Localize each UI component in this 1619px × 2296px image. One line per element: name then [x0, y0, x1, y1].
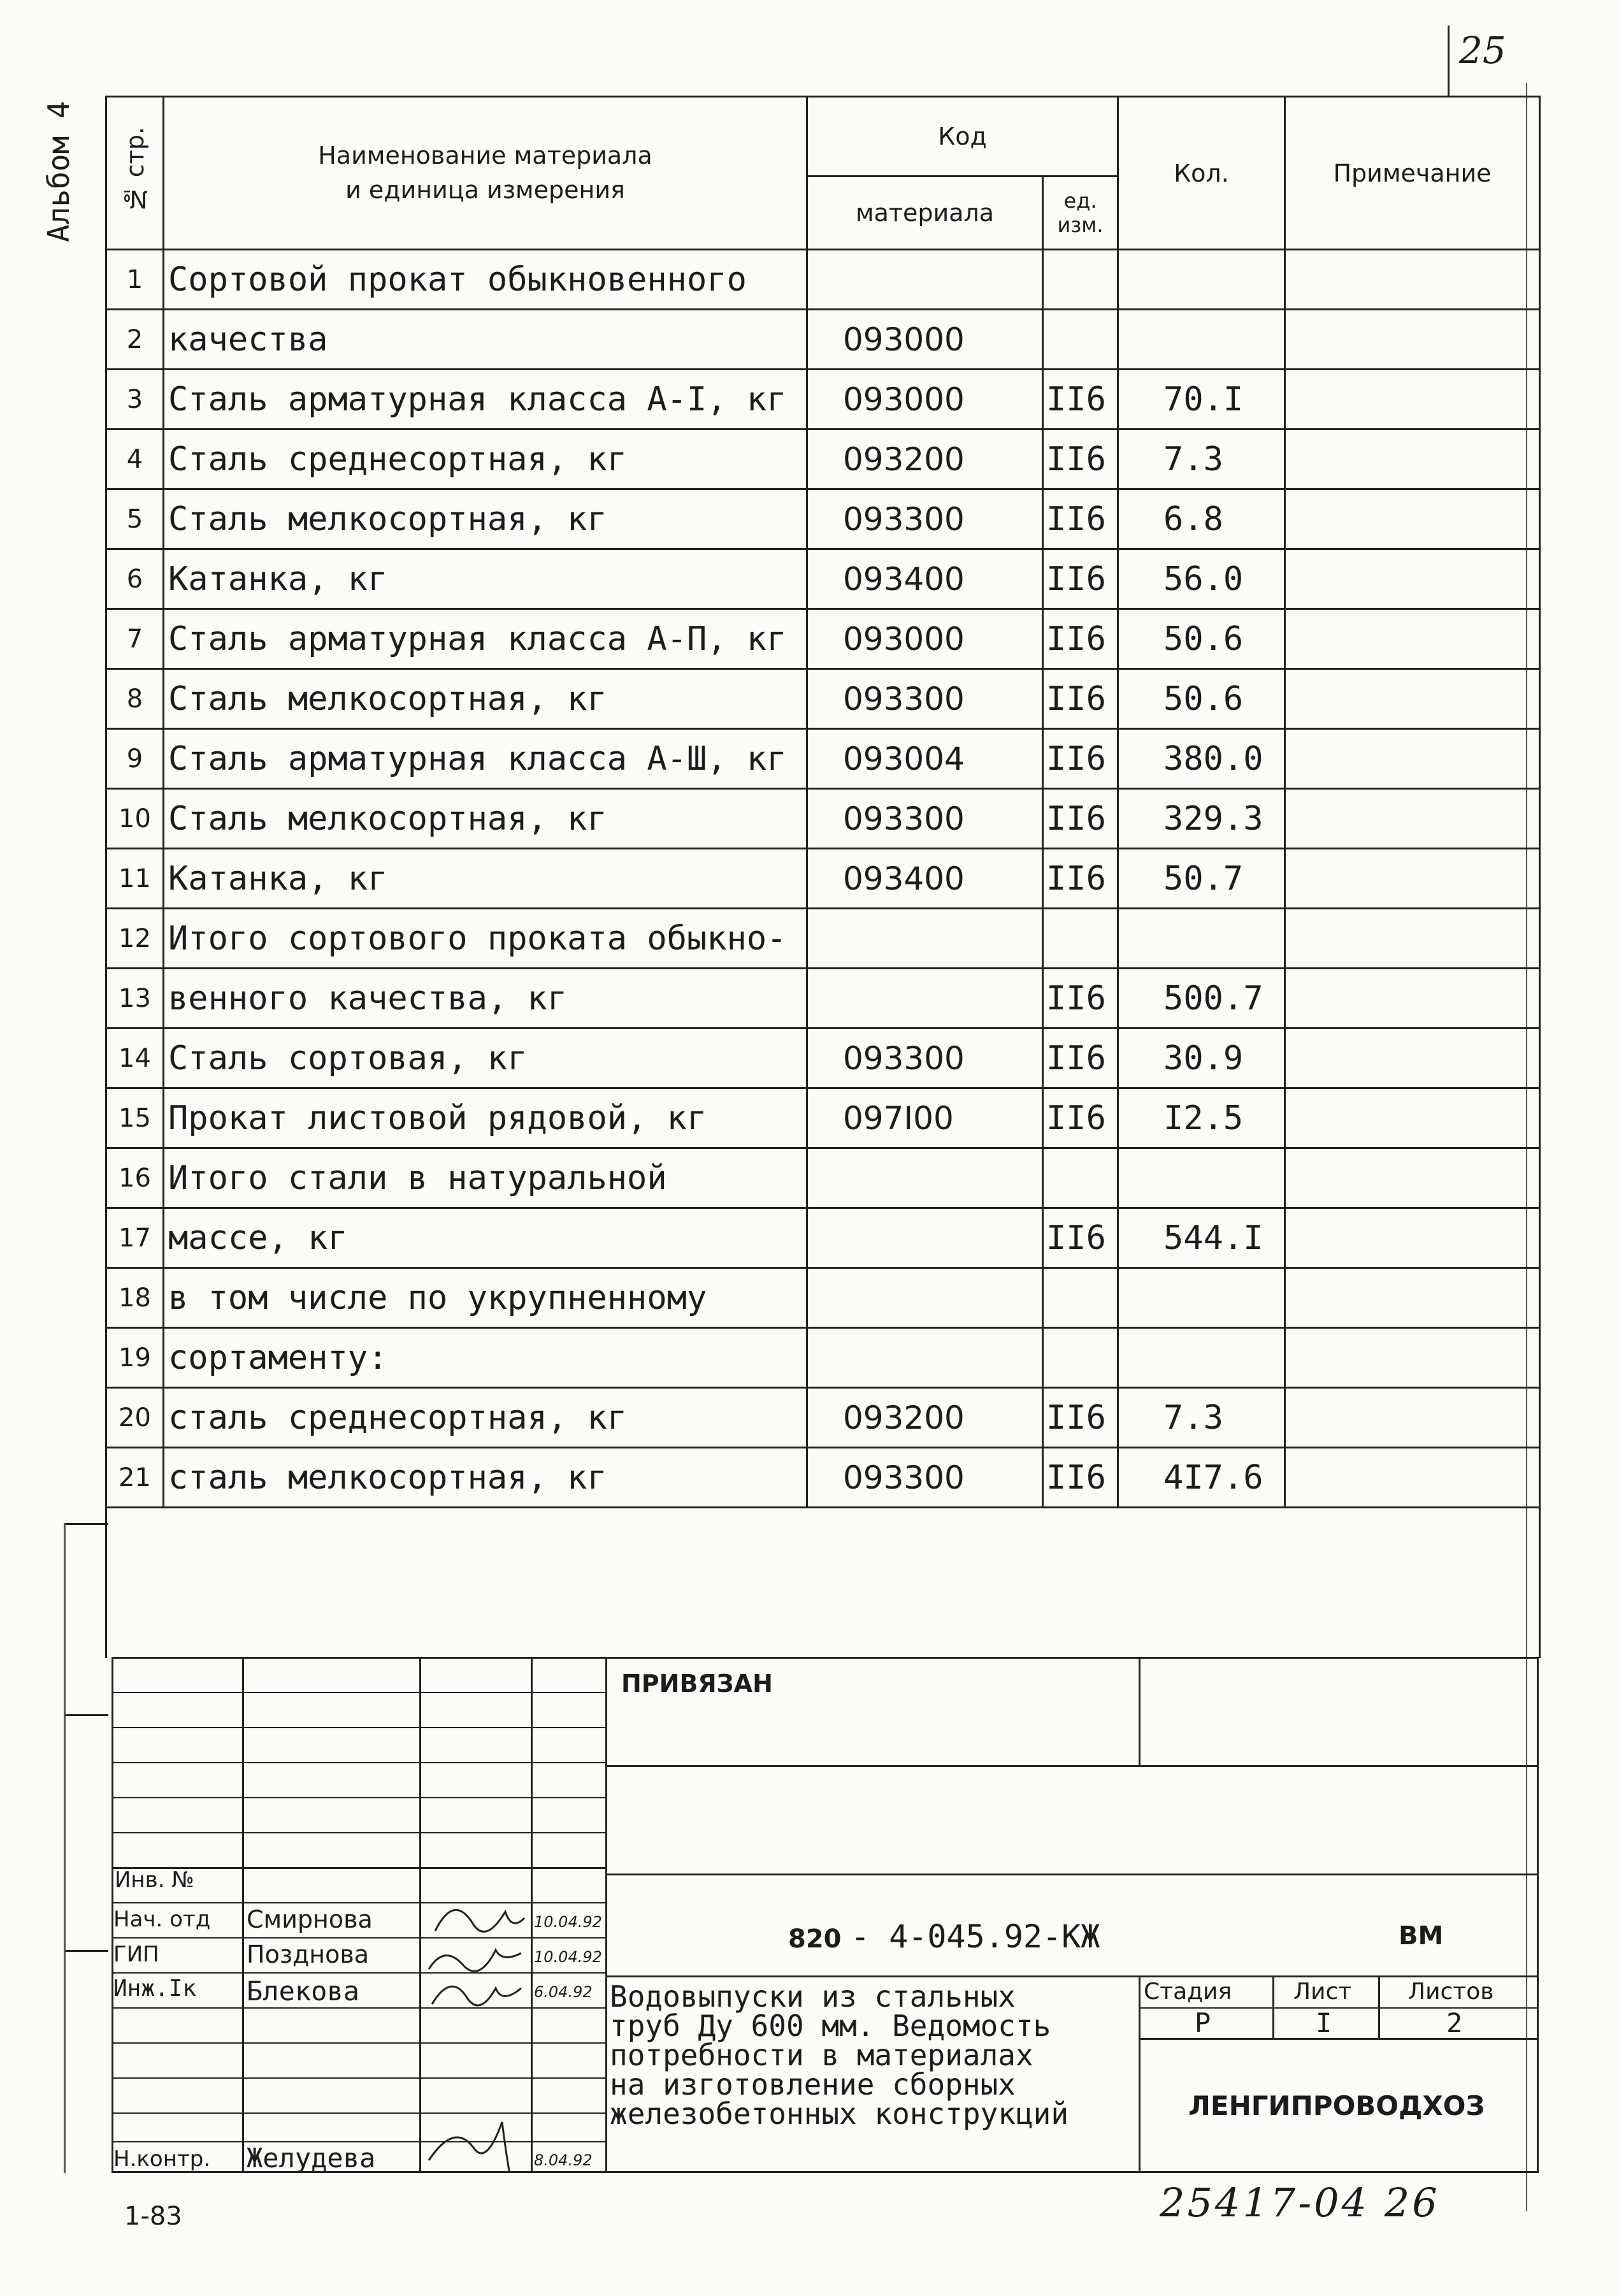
- table-body: [106, 250, 1540, 1508]
- unit-code: II6: [1043, 669, 1118, 729]
- material-name: Сортовой прокат обыкновенного: [164, 250, 807, 310]
- header-row-no: № стр.: [106, 97, 164, 250]
- quantity: [1118, 1328, 1285, 1388]
- note: [1285, 1148, 1540, 1208]
- table-row: [106, 1029, 1540, 1088]
- unit-code: II6: [1043, 370, 1118, 430]
- material-code: 093300: [807, 1448, 1043, 1508]
- row-number: 12: [106, 909, 164, 969]
- signer-role: Нач. отд: [113, 1907, 211, 1932]
- table-row: [106, 489, 1540, 549]
- note: [1285, 909, 1540, 969]
- row-number: 18: [106, 1268, 164, 1328]
- header-qty: Кол.: [1118, 97, 1285, 250]
- material-code: 093300: [807, 1029, 1043, 1088]
- table-row: [106, 1328, 1540, 1388]
- row-number: 14: [106, 1029, 164, 1088]
- header-code: Код: [807, 97, 1118, 177]
- table-row: [106, 969, 1540, 1029]
- material-name: Сталь арматурная класса А-Ш, кг: [164, 729, 807, 789]
- row-number: 7: [106, 609, 164, 669]
- material-name: качества: [164, 310, 807, 370]
- material-name: Сталь мелкосортная, кг: [164, 789, 807, 849]
- table-row: [106, 1388, 1540, 1448]
- table-blank-area: [106, 1508, 1540, 1659]
- table-row: [106, 1268, 1540, 1328]
- quantity: 50.6: [1118, 669, 1285, 729]
- material-code: [807, 1268, 1043, 1328]
- margin-tick: [64, 1714, 108, 1716]
- row-number: 9: [106, 729, 164, 789]
- header-name: Наименование материала и единица измерения: [164, 97, 807, 250]
- quantity: 30.9: [1118, 1029, 1285, 1088]
- header-code-unit: ед. изм.: [1043, 177, 1118, 250]
- signer-date: 10.04.92: [534, 1913, 602, 1931]
- margin-tick: [64, 1523, 108, 1525]
- material-name: Катанка, кг: [164, 849, 807, 909]
- row-number: 19: [106, 1328, 164, 1388]
- signer-name: Позднова: [247, 1940, 370, 1968]
- material-code: [807, 1208, 1043, 1268]
- note: [1285, 1328, 1540, 1388]
- footer-left: 1-83: [124, 2202, 182, 2231]
- quantity: [1118, 1268, 1285, 1328]
- signer-date: 6.04.92: [534, 1983, 593, 2001]
- signer-role: Н.контр.: [113, 2146, 211, 2172]
- unit-code: II6: [1043, 1388, 1118, 1448]
- quantity: 70.I: [1118, 370, 1285, 430]
- signer-date: 8.04.92: [534, 2151, 593, 2169]
- signer-date: 10.04.92: [534, 1948, 602, 1966]
- quantity: 56.0: [1118, 549, 1285, 609]
- quantity: 544.I: [1118, 1208, 1285, 1268]
- signer-role: Инж.Iк: [113, 1975, 197, 2002]
- unit-code: II6: [1043, 1088, 1118, 1148]
- note: [1285, 789, 1540, 849]
- note: [1285, 669, 1540, 729]
- note: [1285, 250, 1540, 310]
- row-number: 4: [106, 430, 164, 489]
- table-row: [106, 430, 1540, 489]
- table-row: [106, 909, 1540, 969]
- table-row: [106, 1448, 1540, 1508]
- footer-right: 25417-04 26: [1160, 2179, 1440, 2226]
- material-name: венного качества, кг: [164, 969, 807, 1029]
- note: [1285, 1388, 1540, 1448]
- header-code-material: материала: [807, 177, 1043, 250]
- sheets-value: 2: [1446, 2007, 1463, 2039]
- material-name: сталь среднесортная, кг: [164, 1388, 807, 1448]
- doc-title: Водовыпуски из стальных труб Ду 600 мм. Ведомость потребности в материалах на изготовление сборных железобетонных конструкций: [610, 1979, 1069, 2131]
- material-name: в том числе по укрупненному: [164, 1268, 807, 1328]
- album-label: Альбом 4: [41, 101, 76, 242]
- doc-prefix: 820: [788, 1924, 842, 1954]
- row-number: 16: [106, 1148, 164, 1208]
- signatures-icon: [422, 1874, 531, 2173]
- note: [1285, 370, 1540, 430]
- title-block: [112, 1657, 1539, 2173]
- bound-label: ПРИВЯЗАН: [621, 1670, 773, 1698]
- inv-label: Инв. №: [115, 1867, 194, 1893]
- table-row: [106, 370, 1540, 430]
- note: [1285, 1029, 1540, 1088]
- unit-code: II6: [1043, 549, 1118, 609]
- material-code: [807, 969, 1043, 1029]
- row-number: 21: [106, 1448, 164, 1508]
- quantity: 6.8: [1118, 489, 1285, 549]
- material-code: [807, 1328, 1043, 1388]
- page-number: 25: [1459, 29, 1506, 72]
- material-code: 093400: [807, 849, 1043, 909]
- unit-code: II6: [1043, 430, 1118, 489]
- row-number: 11: [106, 849, 164, 909]
- quantity: [1118, 310, 1285, 370]
- material-name: сортаменту:: [164, 1328, 807, 1388]
- quantity: 7.3: [1118, 430, 1285, 489]
- note: [1285, 609, 1540, 669]
- row-number: 10: [106, 789, 164, 849]
- page-number-divider: [1448, 25, 1450, 96]
- quantity: 380.0: [1118, 729, 1285, 789]
- row-number: 3: [106, 370, 164, 430]
- note: [1285, 1208, 1540, 1268]
- unit-code: II6: [1043, 1448, 1118, 1508]
- unit-code: [1043, 250, 1118, 310]
- note: [1285, 1088, 1540, 1148]
- material-name: Сталь среднесортная, кг: [164, 430, 807, 489]
- unit-code: [1043, 1148, 1118, 1208]
- doc-code: - 4-045.92-КЖ: [851, 1918, 1100, 1955]
- material-code: [807, 250, 1043, 310]
- material-code: 093200: [807, 430, 1043, 489]
- material-name: Сталь арматурная класса А-П, кг: [164, 609, 807, 669]
- material-code: 093000: [807, 370, 1043, 430]
- material-code: 093004: [807, 729, 1043, 789]
- unit-code: [1043, 1328, 1118, 1388]
- material-name: Сталь мелкосортная, кг: [164, 669, 807, 729]
- table-row: [106, 1088, 1540, 1148]
- material-name: Сталь сортовая, кг: [164, 1029, 807, 1088]
- note: [1285, 969, 1540, 1029]
- signer-role: ГИП: [113, 1942, 159, 1967]
- material-name: Сталь мелкосортная, кг: [164, 489, 807, 549]
- table-row: [106, 729, 1540, 789]
- note: [1285, 430, 1540, 489]
- material-name: Сталь арматурная класса А-I, кг: [164, 370, 807, 430]
- material-code: 093200: [807, 1388, 1043, 1448]
- quantity: 4I7.6: [1118, 1448, 1285, 1508]
- table-row: [106, 250, 1540, 310]
- unit-code: II6: [1043, 489, 1118, 549]
- signer-name: Блекова: [247, 1975, 360, 2007]
- unit-code: [1043, 310, 1118, 370]
- material-code: [807, 909, 1043, 969]
- note: [1285, 849, 1540, 909]
- material-name: Итого сортового проката обыкно-: [164, 909, 807, 969]
- row-number: 8: [106, 669, 164, 729]
- row-number: 15: [106, 1088, 164, 1148]
- material-name: Итого стали в натуральной: [164, 1148, 807, 1208]
- materials-table: [105, 96, 1541, 1658]
- stage-label: Стадия: [1144, 1979, 1232, 2005]
- sheet-label: Лист: [1293, 1979, 1352, 2005]
- row-number: 1: [106, 250, 164, 310]
- note: [1285, 1448, 1540, 1508]
- quantity: 50.7: [1118, 849, 1285, 909]
- note: [1285, 1268, 1540, 1328]
- quantity: [1118, 250, 1285, 310]
- sheet-value: I: [1316, 2007, 1332, 2039]
- material-code: 093300: [807, 489, 1043, 549]
- quantity: 329.3: [1118, 789, 1285, 849]
- org-name: ЛЕНГИПРОВОДХОЗ: [1188, 2090, 1485, 2121]
- quantity: 500.7: [1118, 969, 1285, 1029]
- material-code: [807, 1148, 1043, 1208]
- margin-tick: [64, 1950, 108, 1952]
- row-number: 2: [106, 310, 164, 370]
- signer-name: Желудева: [247, 2142, 376, 2174]
- table-row: [106, 310, 1540, 370]
- doc-mark: ВМ: [1399, 1921, 1444, 1951]
- note: [1285, 729, 1540, 789]
- unit-code: [1043, 1268, 1118, 1328]
- table-row: [106, 549, 1540, 609]
- quantity: [1118, 1148, 1285, 1208]
- unit-code: II6: [1043, 1208, 1118, 1268]
- table-row: [106, 669, 1540, 729]
- material-name: сталь мелкосортная, кг: [164, 1448, 807, 1508]
- material-code: 097I00: [807, 1088, 1043, 1148]
- unit-code: [1043, 909, 1118, 969]
- material-name: Катанка, кг: [164, 549, 807, 609]
- quantity: I2.5: [1118, 1088, 1285, 1148]
- unit-code: II6: [1043, 1029, 1118, 1088]
- header-note: Примечание: [1285, 97, 1540, 250]
- quantity: [1118, 909, 1285, 969]
- table-row: [106, 609, 1540, 669]
- material-code: 093400: [807, 549, 1043, 609]
- unit-code: II6: [1043, 729, 1118, 789]
- table-row: [106, 1208, 1540, 1268]
- row-number: 6: [106, 549, 164, 609]
- material-name: Прокат листовой рядовой, кг: [164, 1088, 807, 1148]
- unit-code: II6: [1043, 789, 1118, 849]
- row-number: 20: [106, 1388, 164, 1448]
- unit-code: II6: [1043, 969, 1118, 1029]
- sheets-label: Листов: [1408, 1979, 1494, 2005]
- note: [1285, 489, 1540, 549]
- material-code: 093300: [807, 669, 1043, 729]
- quantity: 50.6: [1118, 609, 1285, 669]
- unit-code: II6: [1043, 609, 1118, 669]
- margin-line: [64, 1523, 66, 2173]
- material-code: 093000: [807, 310, 1043, 370]
- material-code: 093300: [807, 789, 1043, 849]
- row-number: 5: [106, 489, 164, 549]
- note: [1285, 549, 1540, 609]
- material-code: 093000: [807, 609, 1043, 669]
- table-row: [106, 849, 1540, 909]
- unit-code: II6: [1043, 849, 1118, 909]
- signer-name: Смирнова: [247, 1905, 373, 1933]
- material-name: массе, кг: [164, 1208, 807, 1268]
- table-row: [106, 1148, 1540, 1208]
- row-number: 17: [106, 1208, 164, 1268]
- quantity: 7.3: [1118, 1388, 1285, 1448]
- note: [1285, 310, 1540, 370]
- stage-value: Р: [1195, 2007, 1211, 2039]
- table-row: [106, 789, 1540, 849]
- row-number: 13: [106, 969, 164, 1029]
